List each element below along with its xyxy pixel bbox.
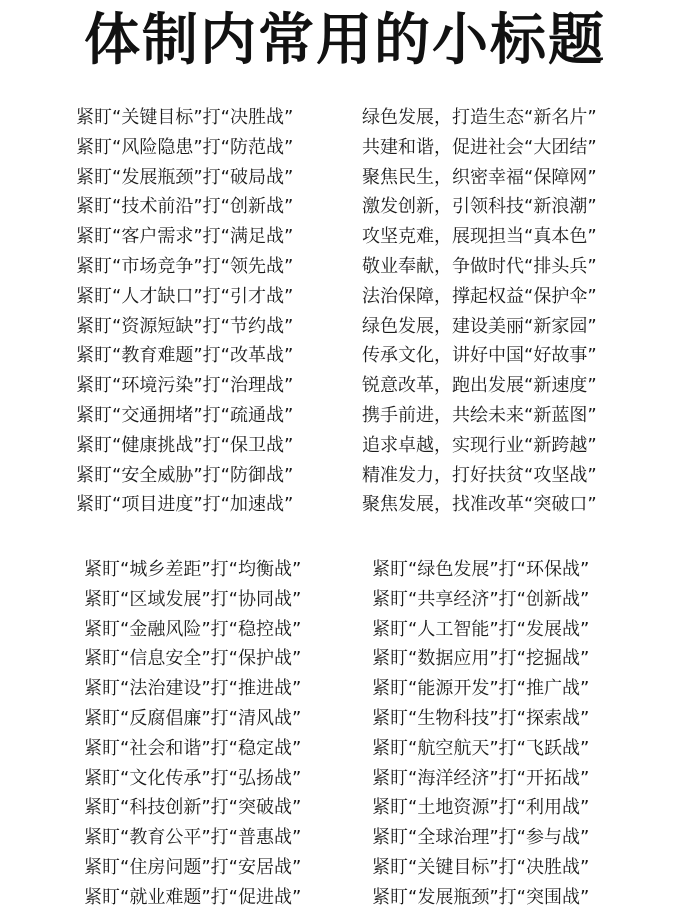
list-item: 紧盯“能源开发”打“推广战” xyxy=(372,678,590,700)
list-item: 紧盯“金融风险”打“稳控战” xyxy=(84,618,302,640)
list-item: 紧盯“安全威胁”打“防御战” xyxy=(76,464,294,486)
list-item: 紧盯“风险隐患”打“防范战” xyxy=(76,136,294,158)
list-item: 紧盯“海洋经济”打“开拓战” xyxy=(372,767,590,789)
list-item: 紧盯“区域发展”打“协同战” xyxy=(84,588,302,610)
list-item: 锐意改革，跑出发展“新速度” xyxy=(362,375,597,397)
list-item: 携手前进，共绘未来“新蓝图” xyxy=(362,404,597,426)
list-item: 紧盯“航空航天”打“飞跃战” xyxy=(372,737,590,759)
list-item: 绿色发展，打造生态“新名片” xyxy=(362,107,597,128)
list-item: 紧盯“数据应用”打“挖掘战” xyxy=(372,648,590,670)
list-item: 激发创新，引领科技“新浪潮” xyxy=(362,196,597,218)
list-item: 法治保障，撑起权益“保护伞” xyxy=(362,285,597,307)
list-item: 紧盯“社会和谐”打“稳定战” xyxy=(84,737,302,759)
list-item: 紧盯“技术前沿”打“创新战” xyxy=(76,196,294,218)
list-item: 紧盯“人才缺口”打“引才战” xyxy=(76,285,294,307)
list-item: 紧盯“科技创新”打“突破战” xyxy=(84,797,302,819)
list-item: 紧盯“关键目标”打“决胜战” xyxy=(372,856,590,878)
section-two-left-list xyxy=(84,555,301,913)
list-item: 共建和谐，促进社会“大团结” xyxy=(362,136,597,158)
list-item: 紧盯“教育公平”打“普惠战” xyxy=(84,827,302,849)
section-one-left-list xyxy=(76,103,293,520)
list-item: 聚焦民生，织密幸福“保障网” xyxy=(362,166,597,188)
list-item: 紧盯“市场竞争”打“领先战” xyxy=(76,255,294,277)
list-item: 紧盯“反腐倡廉”打“清风战” xyxy=(84,707,302,729)
list-item: 紧盯“全球治理”打“参与战” xyxy=(372,827,590,849)
list-item: 攻坚克难，展现担当“真本色” xyxy=(362,226,597,248)
list-item: 聚焦发展，找准改革“突破口” xyxy=(362,494,597,516)
list-item: 紧盯“绿色发展”打“环保战” xyxy=(372,559,590,580)
list-item: 追求卓越，实现行业“新跨越” xyxy=(362,434,597,456)
list-item: 紧盯“土地资源”打“利用战” xyxy=(372,797,590,819)
list-item: 紧盯“发展瓶颈”打“突围战” xyxy=(372,886,590,908)
list-item: 紧盯“信息安全”打“保护战” xyxy=(84,648,302,670)
list-item: 绿色发展，建设美丽“新家园” xyxy=(362,315,597,337)
list-item: 紧盯“健康挑战”打“保卫战” xyxy=(76,434,294,456)
page-title: 体制内常用的小标题 xyxy=(84,8,606,73)
list-item: 紧盯“城乡差距”打“均衡战” xyxy=(84,559,302,580)
list-item: 紧盯“人工智能”打“发展战” xyxy=(372,618,590,640)
list-item: 紧盯“环境污染”打“治理战” xyxy=(76,375,294,397)
list-item: 紧盯“交通拥堵”打“疏通战” xyxy=(76,404,294,426)
list-item: 紧盯“客户需求”打“满足战” xyxy=(76,226,294,248)
list-item: 紧盯“关键目标”打“决胜战” xyxy=(76,107,294,128)
section-one-right-list xyxy=(362,103,597,520)
list-item: 紧盯“发展瓶颈”打“破局战” xyxy=(76,166,294,188)
list-item: 敬业奉献，争做时代“排头兵” xyxy=(362,255,597,277)
list-item: 紧盯“项目进度”打“加速战” xyxy=(76,494,294,516)
list-item: 紧盯“住房问题”打“安居战” xyxy=(84,856,302,878)
list-item: 紧盯“生物科技”打“探索战” xyxy=(372,707,590,729)
list-item: 紧盯“教育难题”打“改革战” xyxy=(76,345,294,367)
section-two-right-list xyxy=(372,555,589,913)
list-item: 紧盯“资源短缺”打“节约战” xyxy=(76,315,294,337)
list-item: 紧盯“就业难题”打“促进战” xyxy=(84,886,302,908)
list-item: 紧盯“共享经济”打“创新战” xyxy=(372,588,590,610)
list-item: 传承文化，讲好中国“好故事” xyxy=(362,345,597,367)
list-item: 紧盯“法治建设”打“推进战” xyxy=(84,678,302,700)
list-item: 精准发力，打好扶贫“攻坚战” xyxy=(362,464,597,486)
list-item: 紧盯“文化传承”打“弘扬战” xyxy=(84,767,302,789)
